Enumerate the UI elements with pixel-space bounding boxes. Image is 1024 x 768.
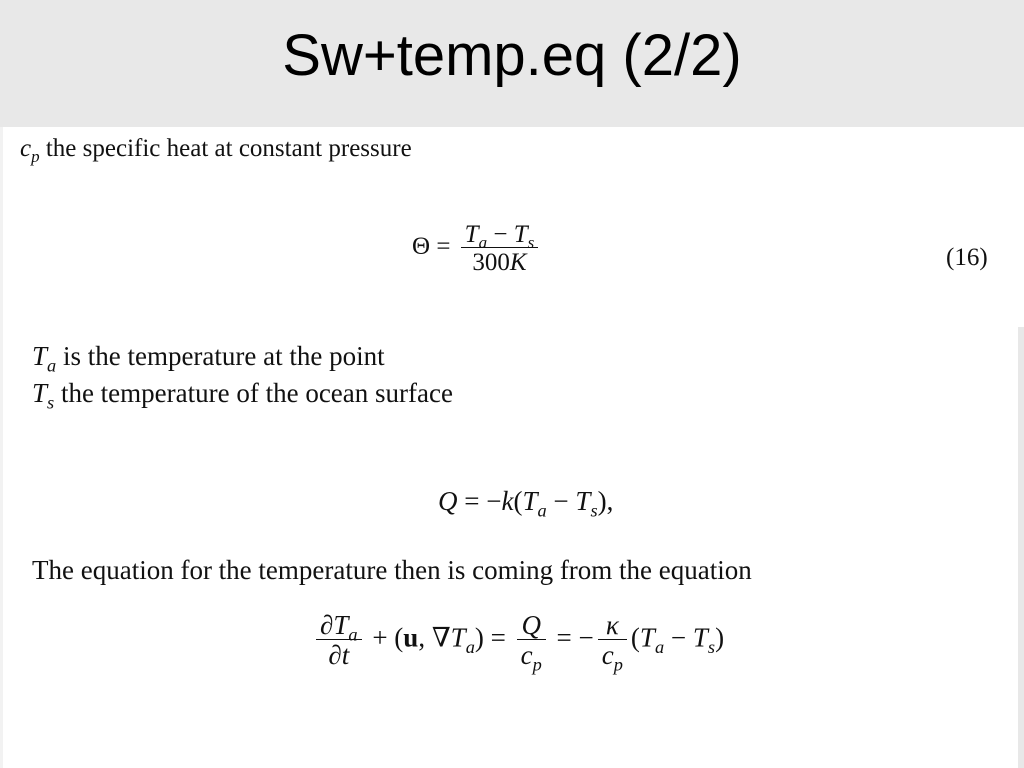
eq16-denominator: 300K	[461, 247, 539, 275]
dta-dt-fraction: $\frac{\partial T_a}{\partial t}$	[316, 612, 362, 669]
ts-definition: $T_s$ the temperature of the ocean surface	[32, 378, 453, 413]
q-over-cp-fraction: $\frac{Q}{c_p}$	[517, 612, 546, 669]
equation-16-number: (16)	[946, 244, 988, 271]
cp-definition-text: the specific heat at constant pressure	[45, 135, 412, 162]
q-equation: $Q = -k(T_a - T_s)$,	[438, 486, 614, 521]
slide-title: Sw+temp.eq (2/2)	[282, 23, 742, 88]
kappa-over-cp-fraction: $\frac{\kappa}{c_p}$	[598, 612, 627, 669]
equation-16: Θ = $\frac{T_a - T_s}{300K}$	[412, 222, 542, 275]
intro-sentence: The equation for the temperature then is coming from the equation	[32, 555, 752, 585]
cp-definition: $c_p$ the specific heat at constant pressure	[20, 135, 412, 166]
ts-definition-text: the temperature of the ocean surface	[60, 378, 453, 408]
ta-definition: $T_a$ is the temperature at the point	[32, 341, 385, 376]
theta-symbol: Θ	[412, 233, 431, 261]
eq16-fraction	[461, 222, 539, 275]
velocity-vector: u	[403, 622, 419, 653]
right-edge	[1018, 327, 1024, 768]
ta-definition-text: is the temperature at the point	[62, 341, 385, 371]
eq16-numerator: $T_a - T_s$	[464, 221, 535, 252]
left-edge	[0, 127, 3, 768]
temperature-equation: $\frac{\partial T_a}{\partial t}$ + (u, $\nabla T_a$) = $\frac{Q}{c_p}$ = − $\frac{\kappa}{c_p}$ $(T_a - T_s)$	[312, 612, 724, 669]
